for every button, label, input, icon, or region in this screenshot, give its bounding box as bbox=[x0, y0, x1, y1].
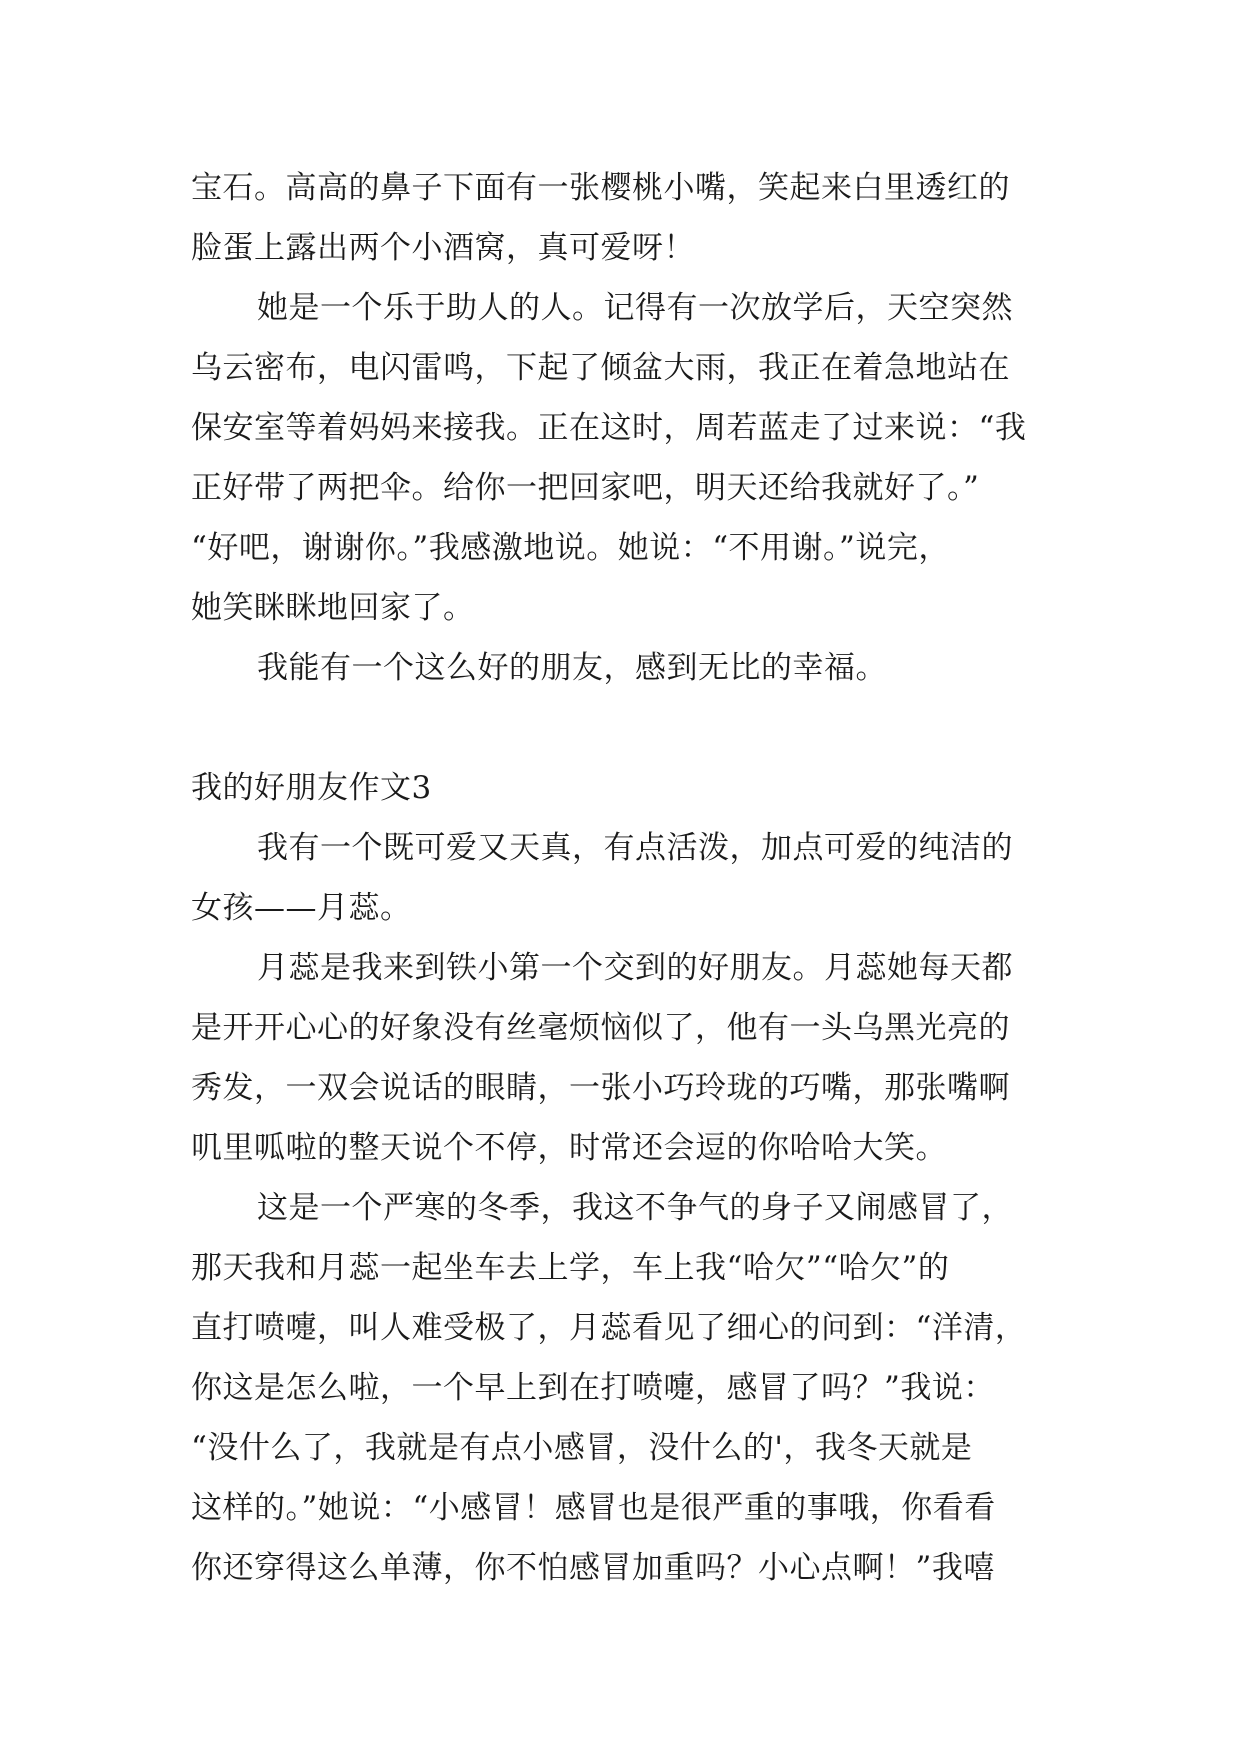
text-line: 你这是怎么啦，一个早上到在打喷嚏，感冒了吗？”我说： bbox=[191, 1370, 995, 1406]
text-line: 你还穿得这么单薄，你不怕感冒加重吗？小心点啊！”我嘻 bbox=[191, 1550, 995, 1586]
text-line: 这是一个严寒的冬季，我这不争气的身子又闹感冒了， bbox=[257, 1190, 1013, 1226]
text-line: 保安室等着妈妈来接我。正在这时，周若蓝走了过来说：“我 bbox=[191, 410, 1027, 446]
text-line: 我能有一个这么好的朋友，感到无比的幸福。 bbox=[257, 650, 887, 686]
section-title: 我的好朋友作文3 bbox=[191, 770, 432, 806]
text-line: 乌云密布，电闪雷鸣，下起了倾盆大雨，我正在着急地站在 bbox=[191, 350, 1010, 386]
text-line: 她笑眯眯地回家了。 bbox=[191, 590, 475, 626]
document-body bbox=[191, 158, 1071, 1598]
text-line: 秀发，一双会说话的眼睛，一张小巧玲珑的巧嘴，那张嘴啊 bbox=[191, 1070, 1010, 1106]
text-line: “好吧，谢谢你。”我感激地说。她说：“不用谢。”说完， bbox=[191, 530, 950, 566]
paragraph bbox=[191, 1178, 1071, 1598]
paragraph bbox=[191, 638, 1071, 698]
text-line: 月蕊是我来到铁小第一个交到的好朋友。月蕊她每天都 bbox=[257, 950, 1013, 986]
text-line: “没什么了，我就是有点小感冒，没什么的'，我冬天就是 bbox=[191, 1430, 973, 1466]
text-line: 这样的。”她说：“小感冒！感冒也是很严重的事哦，你看看 bbox=[191, 1490, 996, 1526]
text-line: 女孩——月蕊。 bbox=[191, 890, 412, 926]
paragraph bbox=[191, 938, 1071, 1178]
text-line: 直打喷嚏，叫人难受极了，月蕊看见了细心的问到：“洋清， bbox=[191, 1310, 1027, 1346]
text-line: 我有一个既可爱又天真，有点活泼，加点可爱的纯洁的 bbox=[257, 830, 1013, 866]
paragraph bbox=[191, 278, 1071, 638]
text-line: 是开开心心的好象没有丝毫烦恼似了，他有一头乌黑光亮的 bbox=[191, 1010, 1010, 1046]
text-line: 宝石。高高的鼻子下面有一张樱桃小嘴，笑起来白里透红的 bbox=[191, 170, 1010, 206]
text-line: 叽里呱啦的整天说个不停，时常还会逗的你哈哈大笑。 bbox=[191, 1130, 947, 1166]
text-line: 正好带了两把伞。给你一把回家吧，明天还给我就好了。” bbox=[191, 470, 980, 506]
text-line: 脸蛋上露出两个小酒窝，真可爱呀！ bbox=[191, 230, 695, 266]
paragraph-continuation bbox=[191, 158, 1071, 278]
text-line: 那天我和月蕊一起坐车去上学，车上我“哈欠”“哈欠”的 bbox=[191, 1250, 950, 1286]
paragraph bbox=[191, 818, 1071, 938]
section-gap bbox=[191, 698, 1071, 758]
text-line: 她是一个乐于助人的人。记得有一次放学后，天空突然 bbox=[257, 290, 1013, 326]
